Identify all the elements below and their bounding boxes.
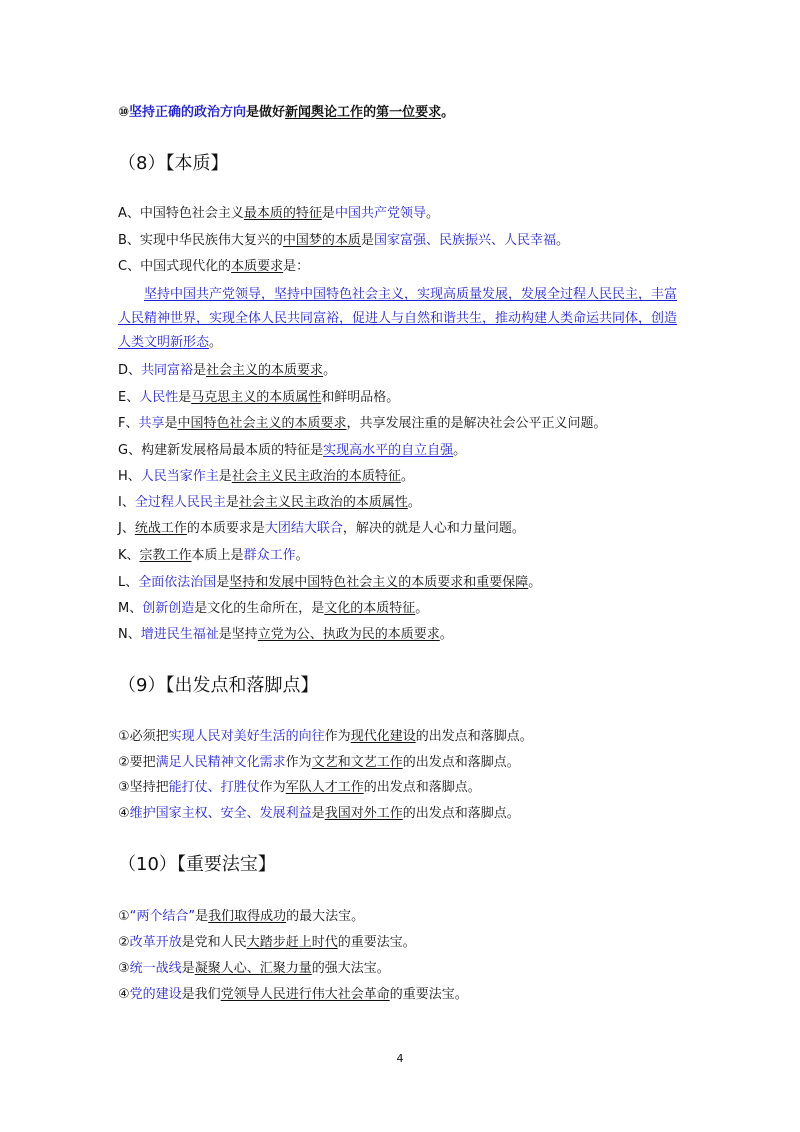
text: 的出发点和落脚点。 <box>402 806 520 821</box>
text: J、 <box>118 521 135 536</box>
text: 和鲜明品格。 <box>321 390 400 405</box>
key-phrase: 全过程人民民主 <box>134 495 226 510</box>
key-phrase: 国家富强、民族振兴、人民幸福 <box>373 233 556 248</box>
text: 是 <box>218 469 232 484</box>
line-8H <box>118 468 688 486</box>
key-phrase: 实现高水平的自立自强 <box>323 443 454 458</box>
text: H、 <box>118 469 141 484</box>
underlined-term: 社会主义民主政治的本质属性 <box>238 495 408 510</box>
text: 是坚持 <box>218 627 258 642</box>
key-phrase: 统一战线 <box>129 961 182 976</box>
underlined-term: 坚持和发展中国特色社会主义的本质要求和重要保障 <box>229 575 529 590</box>
text: 是做好 <box>246 105 286 120</box>
text: D、 <box>118 363 142 378</box>
key-phrase: 人民性 <box>139 390 179 405</box>
text: N、 <box>118 627 141 642</box>
line-10-4 <box>118 986 688 1004</box>
text: 的 <box>363 105 377 120</box>
text: 是我们 <box>181 987 221 1002</box>
underlined-term: 社会主义的本质要求 <box>206 363 324 378</box>
text: E、 <box>118 390 140 405</box>
line-8I <box>118 494 688 512</box>
text: 是 <box>311 806 325 821</box>
line-8J <box>118 520 688 538</box>
text: C、中国式现代化的 <box>118 259 232 274</box>
text: 是 <box>178 390 192 405</box>
text: 的重要法宝。 <box>337 935 416 950</box>
text: 作为 <box>285 755 312 770</box>
text: F、 <box>118 416 139 431</box>
text: 作为 <box>259 780 286 795</box>
text: ① <box>118 909 130 924</box>
text: ①必须把 <box>118 729 169 744</box>
text: 是 <box>181 961 195 976</box>
line-8B <box>118 232 688 250</box>
text: ，共享发展注重的是解决社会公平正义问题。 <box>346 416 607 431</box>
text: 。 <box>415 601 429 616</box>
underlined-term: 军队人才工作 <box>285 780 364 795</box>
text: K、 <box>118 548 140 563</box>
text: ②要把 <box>118 755 156 770</box>
text: 。 <box>209 335 223 350</box>
text: M、 <box>118 601 143 616</box>
underlined-term: 最本质的特征 <box>243 206 322 221</box>
line-9-4 <box>118 805 688 823</box>
key-phrase: 共同富裕 <box>141 363 194 378</box>
line-10-3 <box>118 960 688 978</box>
line-9-2 <box>118 754 688 772</box>
key-phrase: 增进民生福祉 <box>140 627 219 642</box>
text: 是 <box>360 233 374 248</box>
key-phrase: 共享 <box>138 416 165 431</box>
key-phrase: 群众工作 <box>243 548 296 563</box>
text: 作为 <box>324 729 351 744</box>
underlined-term: 立党为公、执政为民的本质要求 <box>257 627 440 642</box>
key-phrase: 实现人民对美好生活的向往 <box>168 729 325 744</box>
text: I、 <box>118 495 135 510</box>
key-phrase: 能打仗、打胜仗 <box>168 780 260 795</box>
underlined-term: 马克思主义的本质属性 <box>191 390 322 405</box>
underlined-term: 中国特色社会主义的本质要求 <box>177 416 347 431</box>
underlined-term: 我们取得成功 <box>208 909 287 924</box>
underlined-term: 现代化建设 <box>350 729 416 744</box>
text: 的出发点和落脚点。 <box>363 780 481 795</box>
line-8C <box>118 258 688 276</box>
section-heading-8: （8）【本质】 <box>118 153 229 174</box>
text: 的最大法宝。 <box>286 909 365 924</box>
text: 。 <box>528 575 542 590</box>
underlined-term: 宗教工作 <box>139 548 192 563</box>
key-phrase: 全面依法治国 <box>138 575 217 590</box>
key-phrase: 党的建设 <box>129 987 182 1002</box>
underlined-term: 文艺和文艺工作 <box>311 755 403 770</box>
line-8D <box>118 362 688 380</box>
text: 。 <box>425 206 439 221</box>
line-8N <box>118 626 688 644</box>
text: 的出发点和落脚点。 <box>415 729 533 744</box>
line-8F <box>118 415 688 433</box>
text: ③ <box>118 961 130 976</box>
underlined-term: 我国对外工作 <box>324 806 403 821</box>
line-10-2 <box>118 934 688 952</box>
text: L、 <box>118 575 139 590</box>
section-heading-10: （10）【重要法宝】 <box>118 854 276 875</box>
key-phrase: 满足人民精神文化需求 <box>155 755 286 770</box>
text: 是： <box>283 259 310 274</box>
underlined-term: 中国梦的本质 <box>282 233 361 248</box>
text: 是党和人民 <box>181 935 247 950</box>
key-phrase: 人民当家作主 <box>140 469 219 484</box>
key-phrase: 维护国家主权、安全、发展利益 <box>129 806 312 821</box>
text: 是文化的生命所在，是 <box>194 601 325 616</box>
text: 。 <box>441 105 455 120</box>
text: 。 <box>555 233 569 248</box>
line-8K <box>118 547 688 565</box>
text: ，解决的就是人心和力量问题。 <box>342 521 525 536</box>
underlined-term: 第一位要求 <box>376 105 442 120</box>
key-phrase: 坚持正确的政治方向 <box>129 105 247 120</box>
text: ③坚持把 <box>118 780 169 795</box>
text: 是 <box>195 909 209 924</box>
line-8M <box>118 600 688 618</box>
underlined-term: 统战工作 <box>134 521 187 536</box>
text: 是 <box>321 206 335 221</box>
underlined-term: 新闻舆论工作 <box>285 105 364 120</box>
underlined-term: 党领导人民进行伟大社会革命 <box>220 987 390 1002</box>
line-8A <box>118 205 688 223</box>
underlined-term: 文化的本质特征 <box>324 601 416 616</box>
key-phrase: 大团结大联合 <box>264 521 343 536</box>
line-10-1 <box>118 908 688 926</box>
text: 的本质要求是 <box>186 521 265 536</box>
text: ④ <box>118 987 130 1002</box>
key-phrase: 中国共产党领导 <box>334 206 426 221</box>
line-8L <box>118 574 688 592</box>
key-phrase: 坚持中国共产党领导，坚持中国特色社会主义，实现高质量发展，发展全过程人民民主，丰富人民精神世界，实现全体人民共同富裕，促进人与自然和谐共生，推动构建人类命运共同体，创造人类文明新形态 <box>118 287 678 350</box>
underlined-term: 凝聚人心、汇聚力量 <box>194 961 312 976</box>
section-heading-9: （9）【出发点和落脚点】 <box>118 675 319 696</box>
text: 。 <box>407 495 421 510</box>
text: 的强大法宝。 <box>311 961 390 976</box>
text: 的出发点和落脚点。 <box>402 755 520 770</box>
key-phrase: 改革开放 <box>129 935 182 950</box>
key-phrase: “两个结合” <box>129 909 196 924</box>
key-phrase: 创新创造 <box>142 601 195 616</box>
text: 。 <box>295 548 309 563</box>
line-8G <box>118 442 688 460</box>
text: 是 <box>164 416 178 431</box>
text: G、构建新发展格局最本质的特征是 <box>118 443 324 458</box>
item-marker: ⑩ <box>118 105 130 120</box>
underlined-term: 社会主义民主政治的本质特征 <box>231 469 401 484</box>
text: 是 <box>225 495 239 510</box>
text: ② <box>118 935 130 950</box>
text: 。 <box>323 363 337 378</box>
text: 是 <box>216 575 230 590</box>
text: 。 <box>453 443 467 458</box>
text: A、中国特色社会主义 <box>118 206 244 221</box>
underlined-term: 大踏步赶上时代 <box>246 935 338 950</box>
text: B、实现中华民族伟大复兴的 <box>118 233 283 248</box>
page-number: 4 <box>396 1052 404 1065</box>
line-8E <box>118 389 688 407</box>
text: 本质上是 <box>191 548 244 563</box>
text: 。 <box>400 469 414 484</box>
text: 的重要法宝。 <box>389 987 468 1002</box>
line-9-3 <box>118 779 688 797</box>
text: 。 <box>439 627 453 642</box>
line-8C-body <box>118 283 684 355</box>
text: ④ <box>118 806 130 821</box>
text: 是 <box>193 363 207 378</box>
line-9-1 <box>118 728 688 746</box>
underlined-term: 本质要求 <box>231 259 284 274</box>
line-top <box>118 104 688 122</box>
